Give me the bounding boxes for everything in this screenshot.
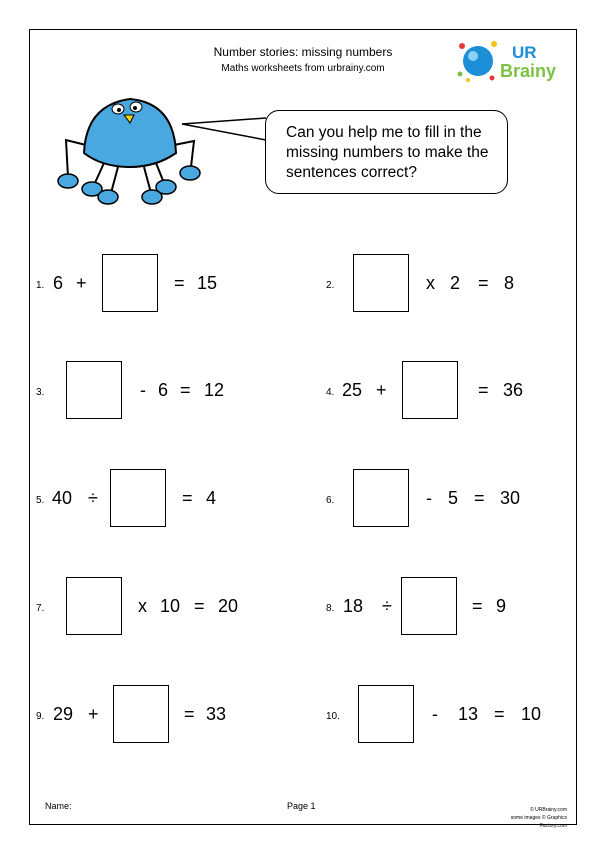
bubble-line-2: missing numbers to make the bbox=[286, 144, 489, 161]
question-number: 10. bbox=[326, 711, 340, 722]
answer-box[interactable] bbox=[402, 361, 458, 419]
equals-sign: = bbox=[174, 273, 185, 293]
question-number: 2. bbox=[326, 280, 335, 291]
equals-sign: = bbox=[494, 704, 505, 724]
equals-sign: = bbox=[478, 380, 489, 400]
question-number: 8. bbox=[326, 603, 335, 614]
operator: + bbox=[376, 380, 387, 400]
result: 4 bbox=[206, 488, 217, 508]
operator: - bbox=[140, 380, 146, 400]
answer-box[interactable] bbox=[353, 254, 409, 312]
operand-b: 2 bbox=[450, 273, 461, 293]
result: 36 bbox=[503, 380, 524, 400]
answer-box[interactable] bbox=[102, 254, 158, 312]
equals-sign: = bbox=[180, 380, 191, 400]
result: 8 bbox=[504, 273, 515, 293]
question-number: 7. bbox=[36, 603, 45, 614]
answer-box[interactable] bbox=[113, 685, 169, 743]
question-number: 4. bbox=[326, 387, 335, 398]
credits bbox=[487, 806, 567, 830]
result: 33 bbox=[206, 704, 227, 724]
operator: ÷ bbox=[88, 488, 98, 508]
urbrainy-logo bbox=[456, 36, 571, 86]
answer-box[interactable] bbox=[358, 685, 414, 743]
equals-sign: = bbox=[182, 488, 193, 508]
page-number: Page 1 bbox=[287, 801, 316, 811]
operand-a: 6 bbox=[53, 273, 64, 293]
speech-bubble-pointer bbox=[180, 110, 270, 150]
bubble-line-1: Can you help me to fill in the bbox=[286, 124, 482, 141]
operand-b: 10 bbox=[160, 596, 181, 616]
answer-box[interactable] bbox=[353, 469, 409, 527]
result: 10 bbox=[521, 704, 542, 724]
operator: - bbox=[426, 488, 432, 508]
operand-a: 29 bbox=[53, 704, 74, 724]
equals-sign: = bbox=[474, 488, 485, 508]
operand-a: 40 bbox=[52, 488, 73, 508]
speech-bubble bbox=[265, 110, 508, 194]
credit-line-2: some images © Graphics Factory.com bbox=[510, 815, 567, 829]
worksheet-title: Number stories: missing numbers bbox=[213, 45, 393, 59]
operator: ÷ bbox=[382, 596, 392, 616]
equals-sign: = bbox=[184, 704, 195, 724]
answer-box[interactable] bbox=[66, 577, 122, 635]
operator: x bbox=[138, 596, 147, 616]
credit-line-1: © URBrainy.com bbox=[530, 807, 567, 813]
operand-b: 5 bbox=[448, 488, 459, 508]
operator: - bbox=[432, 704, 438, 724]
operand-a: 25 bbox=[342, 380, 363, 400]
question-number: 5. bbox=[36, 495, 45, 506]
bubble-line-3: sentences correct? bbox=[286, 164, 417, 181]
result: 20 bbox=[218, 596, 239, 616]
answer-box[interactable] bbox=[110, 469, 166, 527]
equals-sign: = bbox=[472, 596, 483, 616]
question-number: 3. bbox=[36, 387, 45, 398]
operand-b: 6 bbox=[158, 380, 169, 400]
name-label: Name: bbox=[45, 801, 72, 811]
logo-text-brainy: Brainy bbox=[500, 61, 557, 81]
operator: + bbox=[76, 273, 87, 293]
mascot-illustration bbox=[56, 85, 206, 215]
answer-box[interactable] bbox=[66, 361, 122, 419]
logo-text-ur: UR bbox=[512, 43, 537, 62]
operator: x bbox=[426, 273, 435, 293]
result: 9 bbox=[496, 596, 507, 616]
result: 15 bbox=[197, 273, 218, 293]
result: 12 bbox=[204, 380, 225, 400]
question-number: 6. bbox=[326, 495, 335, 506]
result: 30 bbox=[500, 488, 521, 508]
answer-box[interactable] bbox=[401, 577, 457, 635]
question-number: 9. bbox=[36, 711, 45, 722]
equals-sign: = bbox=[478, 273, 489, 293]
worksheet-subtitle: Maths worksheets from urbrainy.com bbox=[221, 63, 385, 74]
operand-b: 13 bbox=[458, 704, 479, 724]
operand-a: 18 bbox=[343, 596, 364, 616]
equals-sign: = bbox=[194, 596, 205, 616]
operator: + bbox=[88, 704, 99, 724]
question-number: 1. bbox=[36, 280, 45, 291]
